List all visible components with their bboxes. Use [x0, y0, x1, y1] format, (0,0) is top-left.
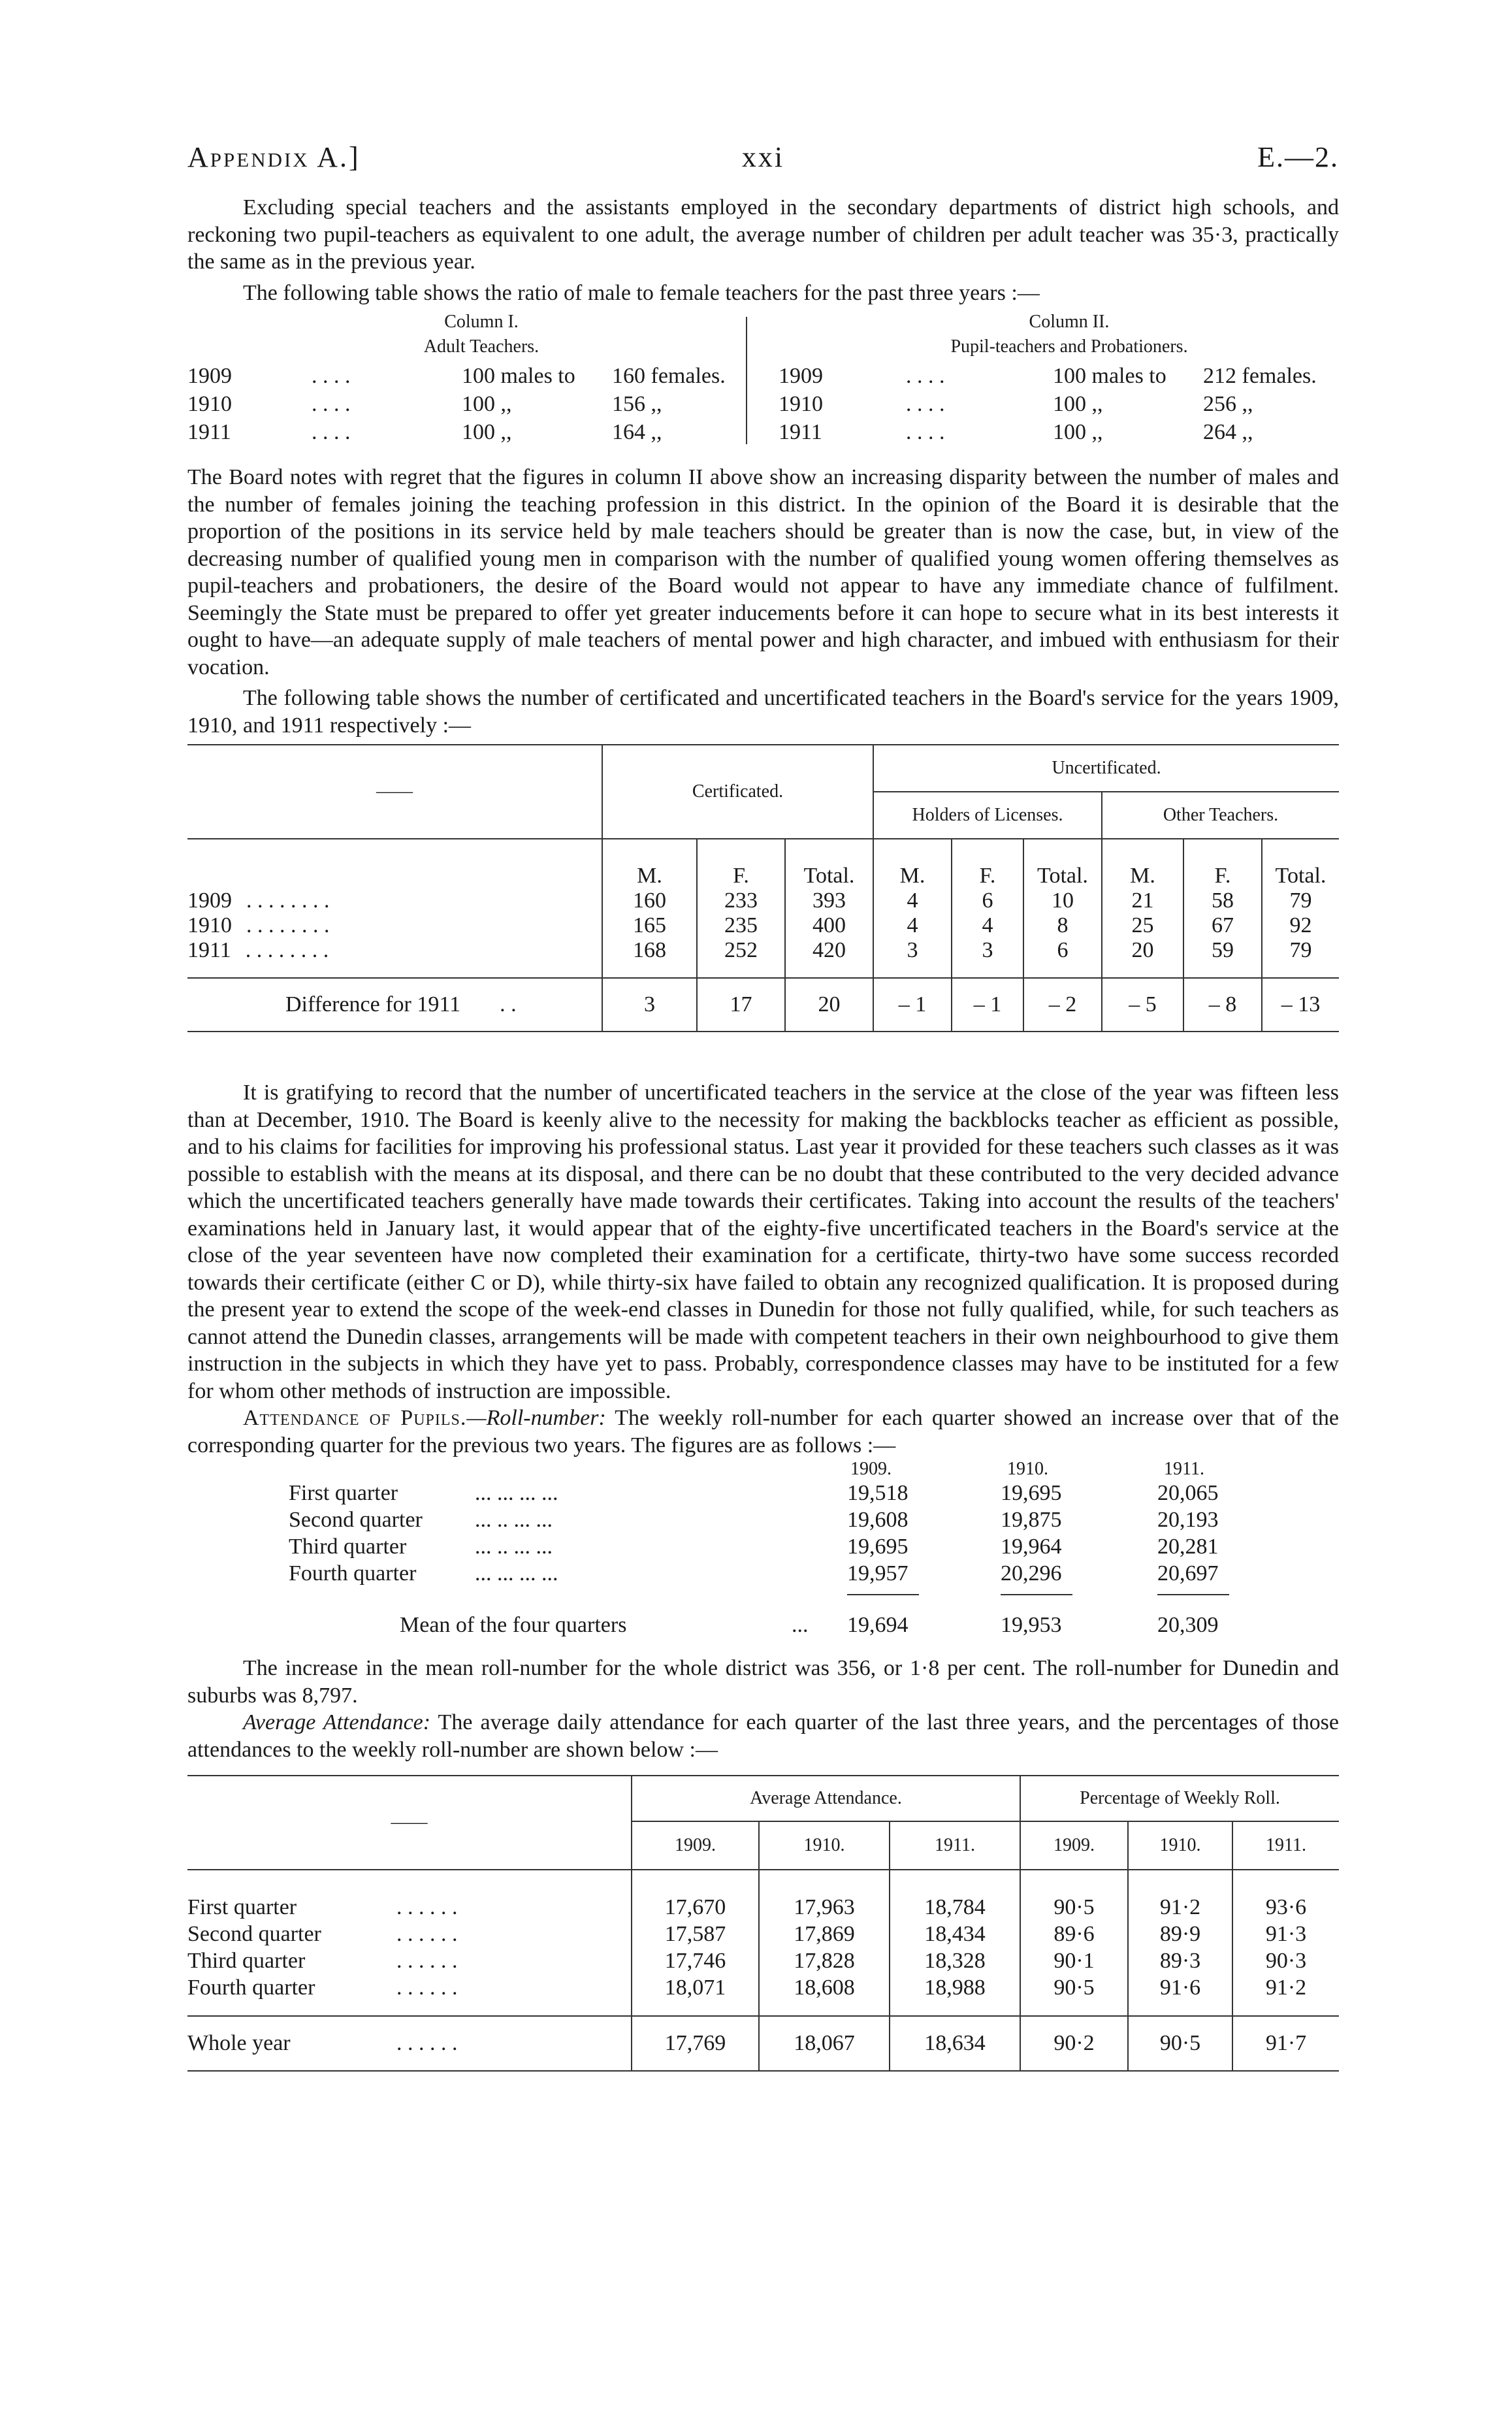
- table-row: Fourth quarter . . . . . . 18,071 18,608 18,988 90·5 91·6 91·2: [187, 1974, 1339, 2001]
- paragraph-uncertificated: It is gratifying to record that the number of uncertificated teachers in the service at the close of the year was fifteen less than at December, 1910. The Board is keenly alive to the necessity for making the backblocks teacher as efficient as possible, and to his claims for facilities for improving his professional status. Last year it provided for these teachers such classes as it was possible to establish with the means at its disposal, and there can be no doubt that these contributed to the very decided advance which the uncertificated teachers generally have made towards their certificates. Taking into account the results of the teachers' examinations held in January last, it would appear that of the eighty-five uncertificated teachers in the Board's service at the close of the year seventeen have now completed their examination for a certificate, thirty-two have some success recorded towards their certificate (either C or D), while thirty-six have failed to obtain any recognized qualification. It is proposed during the present year to extend the scope of the week-end classes in Dunedin for those not fully qualified, while, for such teachers as cannot attend the Dunedin classes, arrangements will be made with competent teachers in their own neighbourhood to give them instruction in the subjects in which they have yet to pass. Probably, correspondence classes may have to be instituted for a few for whom other methods of instruction are impossible.: [187, 1081, 1339, 1403]
- ratio-row: 1910 . . . . 100 ,, 156 ,, 1910 . . . . 100 ,, 256 ,,: [187, 392, 1253, 416]
- teachers-header-other: Other Teachers.: [1102, 792, 1339, 839]
- teachers-sub-header: F.: [952, 839, 1023, 888]
- table-row: 1911 . . . . . . . . 168 252 420 3 3 6 20 59 79: [187, 938, 1339, 963]
- teachers-header-dash: ——: [376, 781, 413, 802]
- ratio-row: 1909 . . . . 100 males to 160 females. 1909 . . . . 100 males to 212 females.: [187, 364, 1317, 388]
- attendance-header-dash: ——: [391, 1812, 428, 1832]
- ratio-col1-title: Column I.: [444, 312, 519, 332]
- paragraph-board-regret: The Board notes with regret that the figures in column II above show an increasing disparity between the number of males and the number of females joining the teaching profession in this district. In the opinion of the Board it is desirable that the proportion of the positions in its service held by male teachers should be greater than is now the case, but, in view of the decreasing number of qualified young men in comparison with the number of qualified young women offering themselves as pupil-teachers and probationers, the desire of the Board would not appear to have any immediate chance of fulfilment. Seemingly the State must be prepared to offer yet greater inducements before it can hope to secure what in its best interests it ought to have—an adequate supply of male teachers of mental power and high character, and imbued with enthusiasm for their vocation.: [187, 465, 1339, 679]
- table-row-mean: Mean of the four quarters ... 19,694 19,953 20,309: [400, 1613, 1219, 1637]
- rule: [847, 1594, 919, 1595]
- table-row: Third quarter ... .. ... ... 19,695 19,964 20,281: [289, 1535, 1219, 1559]
- table-row: First quarter ... ... ... ... 19,518 19,695 20,065: [289, 1481, 1219, 1505]
- attendance-year-header: 1910.: [759, 1821, 890, 1870]
- teachers-sub-header: Total.: [785, 839, 873, 888]
- teachers-header-holders: Holders of Licenses.: [873, 792, 1102, 839]
- attendance-header-average: Average Attendance.: [632, 1776, 1020, 1821]
- teachers-sub-header: Total.: [1262, 839, 1339, 888]
- table-row-difference: Difference for 1911 . . 3 17 20 – 1 – 1 – 2 – 5 – 8 – 13: [187, 978, 1339, 1032]
- paragraph-ratio-intro: The following table shows the ratio of male to female teachers for the past three years :—: [243, 280, 1040, 305]
- difference-label: Difference for 1911: [285, 992, 461, 1016]
- attendance-header-percentage: Percentage of Weekly Roll.: [1020, 1776, 1339, 1821]
- roll-number-table: [187, 1459, 1339, 1655]
- teachers-header-certificated: Certificated.: [602, 745, 873, 839]
- paragraph-average-children: Excluding special teachers and the assistants employed in the secondary departments of district high schools, and reckoning two pupil-teachers as equivalent to one adult, the average number of children per adult teacher was 35·3, practically the same as in the previous year.: [187, 195, 1339, 274]
- teachers-sub-header: M.: [873, 839, 952, 888]
- teachers-sub-header: Total.: [1023, 839, 1102, 888]
- rule: [1157, 1594, 1229, 1595]
- attendance-year-header: 1911.: [1232, 1821, 1339, 1870]
- rule: [1001, 1594, 1072, 1595]
- teachers-sub-header: F.: [697, 839, 785, 888]
- document-page: [187, 140, 1339, 2072]
- paragraph-teachers-intro: The following table shows the number of certificated and uncertificated teachers in the Board's service for the years 1909, 1910, and 1911 respectively :—: [187, 686, 1339, 738]
- table-row: 1909 . . . . . . . . 160 233 393 4 6 10 21 58 79: [187, 888, 1339, 913]
- ratio-col2-title: Column II.: [1029, 312, 1110, 332]
- ratio-col1-subtitle: Adult Teachers.: [423, 336, 539, 357]
- table-row: Third quarter . . . . . . 17,746 17,828 18,328 90·1 89·3 90·3: [187, 1947, 1339, 1974]
- table-row: Second quarter ... .. ... ... 19,608 19,875 20,193: [289, 1508, 1219, 1532]
- ratio-table: [187, 312, 1339, 446]
- row-year: 1911: [187, 938, 231, 962]
- attendance-year-header: 1909.: [1020, 1821, 1128, 1870]
- ratio-row: 1911 . . . . 100 ,, 164 ,, 1911 . . . . 100 ,, 264 ,,: [187, 420, 1253, 444]
- header-page-number: xxi: [741, 141, 785, 173]
- paragraph-average-attendance: Average Attendance: The average daily attendance for each quarter of the last three years, and the percentages of those attendances to the weekly roll-number are shown below :—: [187, 1710, 1339, 1762]
- table-row: Second quarter . . . . . . 17,587 17,869 18,434 89·6 89·9 91·3: [187, 1921, 1339, 1947]
- teachers-sub-header: F.: [1183, 839, 1262, 888]
- table-row-whole-year: Whole year . . . . . . 17,769 18,067 18,634 90·2 90·5 91·7: [187, 2016, 1339, 2071]
- attendance-table: [187, 1775, 1339, 2072]
- teachers-sub-header: M.: [1102, 839, 1183, 888]
- table-row: First quarter . . . . . . 17,670 17,963 18,784 90·5 91·2 93·6: [187, 1894, 1339, 1921]
- teachers-sub-header: M.: [602, 839, 697, 888]
- page-header: [187, 140, 1339, 186]
- attendance-year-header: 1909.: [632, 1821, 759, 1870]
- ratio-col2-subtitle: Pupil-teachers and Probationers.: [950, 336, 1188, 357]
- attendance-heading: Attendance of Pupils.: [243, 1406, 467, 1430]
- attendance-year-header: 1910.: [1128, 1821, 1232, 1870]
- header-appendix: Appendix A.]: [187, 141, 361, 173]
- teachers-header-uncertificated: Uncertificated.: [873, 745, 1339, 792]
- paragraph-increase: The increase in the mean roll-number for the whole district was 356, or 1·8 per cent. The roll-number for Dunedin and suburbs was 8,797.: [187, 1656, 1339, 1708]
- teachers-table: [187, 744, 1339, 1032]
- row-year: 1909: [187, 888, 232, 913]
- table-row: Fourth quarter ... ... ... ... 19,957 20,296 20,697: [289, 1561, 1219, 1586]
- roll-year-header: 1909. 1910. 1911.: [850, 1459, 1204, 1479]
- row-year: 1910: [187, 913, 232, 937]
- paragraph-attendance-roll: Attendance of Pupils.—Roll-number: The weekly roll-number for each quarter showed an increase over that of the corresponding quarter for the previous two years. The figures are as follows :—: [187, 1406, 1339, 1457]
- attendance-year-header: 1911.: [890, 1821, 1020, 1870]
- table-row: 1910 . . . . . . . . 165 235 400 4 4 8 25 67 92: [187, 913, 1339, 938]
- header-section: E.—2.: [1257, 141, 1339, 173]
